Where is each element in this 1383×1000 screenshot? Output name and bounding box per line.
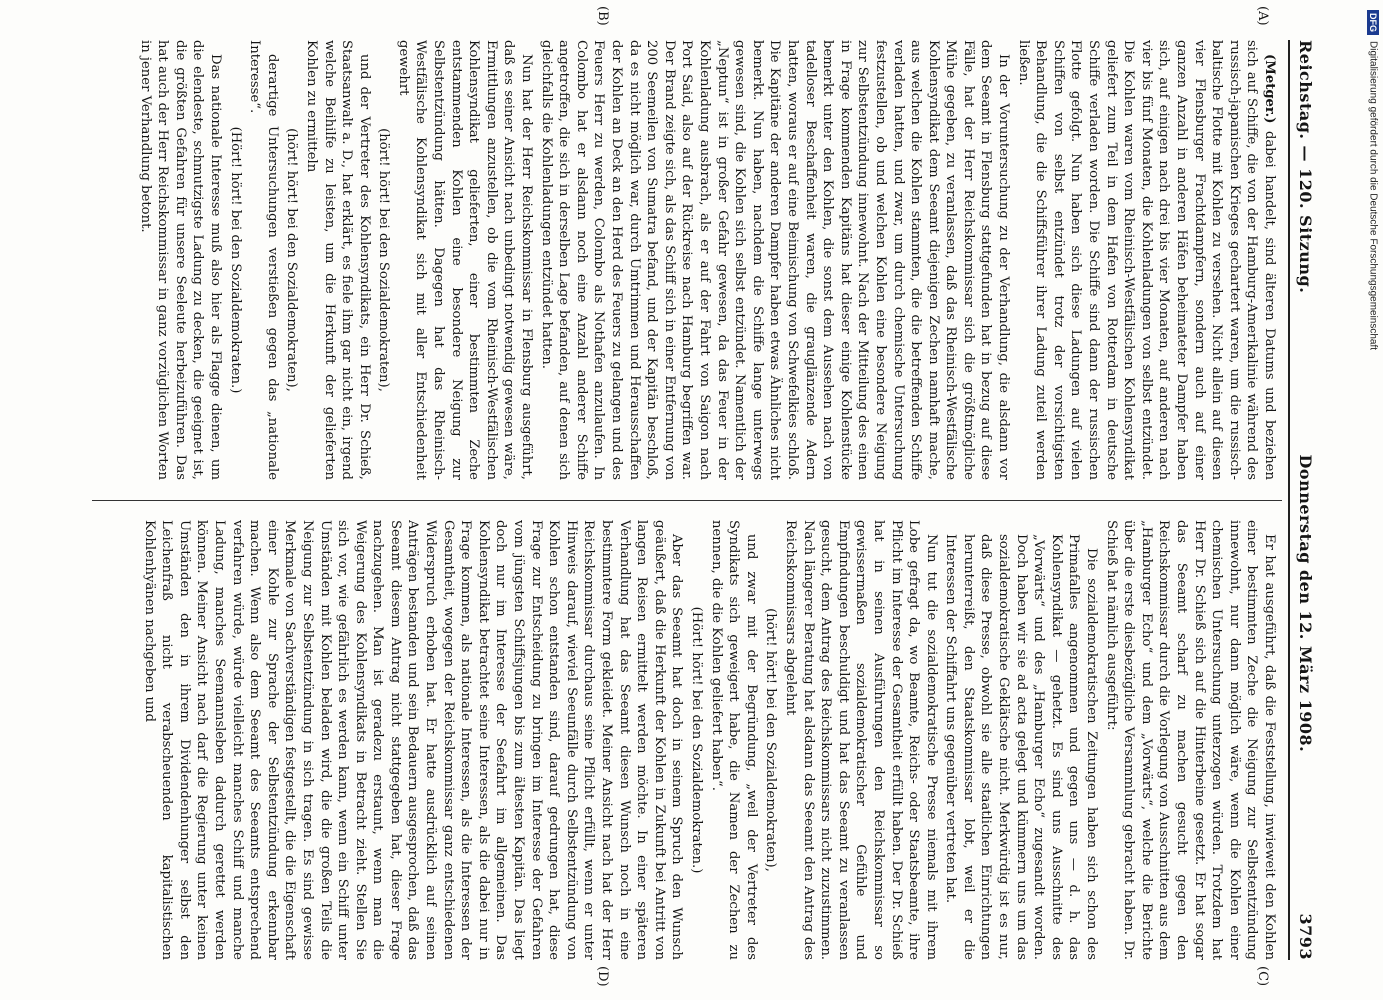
interjection: (Hört! hört! bei den Sozialdemokraten.) [227,126,243,394]
margin-marker-a: (A) [1255,6,1270,26]
page-header [1296,40,1330,960]
interjection: (hört! hört! bei den Sozialdemokraten), [763,608,779,872]
paragraph: In der Voruntersuchung zu der Verhandlung, die alsdann vor dem Seeamt in Flensburg stattgefunden hat in bezug auf diese Fälle, hat der Herr Reichskommissar sich die größtmögliche Mühe gegeben, zu veranlassen, daß das Rheinisch-Westfälische Kohlensyndikat dem Seeamt diejenigen Zechen namhaft mache, aus welchen die Kohlen stammten, die die betreffenden Schiffe verladen hatten, und zwar, um durch chemische Untersuchung festzustellen, ob und welchen Kohlen eine besondere Neigung zur Selbstentzündung innewohnt. Nach der Mitteilung des einen in Frage kommenden Kapitäns hat dieser einige Kohlenstücke bemerkt unter den Kohlen, die sonst dem Aussehen nach von tadelloser Beschaffenheit waren, die grauglänzende Adern hatten, woraus er auf eine Beimischung von Schwefelkies schloß. Die Kapitäne der anderen Dampfer haben etwas Ähnliches nicht bemerkt. Nun haben, nachdem die Schiffe lange unterwegs gewesen sind, die Kohlen sich selbst entzündet. Namentlich der „Neptun“ ist in großer Gefahr gewesen, da das Feuer in der Kohlenladung ausbrach, als er auf der Fahrt von Saigon nach Port Said, also auf der Rückreise nach Hamburg begriffen war. Der Brand zeigte sich, als das Schiff sich in einer Entfernung von 200 Seemeilen von Sumatra befand, und der Kapitän beschloß, da es nicht möglich war, durch Umtrimmen und Herausschaffen der Kohlen an Deck an den Herd des Feuers zu gelangen und des Feuers Herr zu werden, Colombo als Nothafen anzulaufen. In Colombo hat er alsdann noch eine Anzahl anderer Schiffe angetroffen, die sich in derselben Lage befanden, auf denen sich gleichfalls die Kohlenladungen entzündet hatten. [538,40,1012,480]
paragraph: Das nationale Interesse muß also hier als Flagge dienen, um die elendeste, schmutzigste Ladung zu decken, die geeignet ist, die größten Gefahren für unsere Seeleute herbeizuführen. Das hat auch der Herr Reichskommissar in ganz vorzüglichen Worten in jener Verhandlung betont. [137,40,223,480]
margin-marker-d: (D) [595,966,610,987]
paragraph: und der Vertreter des Kohlensyndikats, ein Herr Dr. Schieß, Staatsanwalt a. D., hat erklärt, es fiele ihm gar nicht ein, irgend welche Beihilfe zu leisten, um die Herkunft der gelieferten Kohlen zu ermitteln [303,40,372,480]
interjection: (Hört! hört! bei den Sozialdemokraten.) [689,606,704,874]
paragraph: und zwar mit der Begründung, „weil der Vertreter des Syndikats sich geweigert habe, die Namen der Zechen zu nennen, die die Kohlen geliefert haben“. [708,520,759,960]
paragraph: Nun hat der Herr Reichskommissar in Flensburg ausgeführt, daß es seiner Ansicht nach unbedingt notwendig gewesen wäre, Ermittlungen anzustellen, ob die vom Rheinisch-Westfälischen Kohlensyndikat gelieferten, einer bestimmten Zeche entstammenden Kohlen eine besondere Neigung zur Selbstentzündung hätten. Dagegen hat das Rheinisch-Westfälische Kohlensyndikat sich mit aller Entschiedenheit gewehrt [395,40,535,480]
margin-marker-c: (C) [1255,966,1270,987]
header-center: Donnerstag den 12. März 1908. [1296,454,1315,753]
speaker-name: (Metger.) [1262,54,1277,124]
paragraph: (Metger.) dabei handelt, sind älteren Datums und beziehen sich auf Schiffe, die von der Hamburg-Amerikalinie während des russisch-japanischen Krieges gechartert waren, um die russisch-baltische Flotte mit Kohlen zu versehen. Nicht allein auf diesen vier Flensburger Frachtdampfern, sondern auch auf einer ganzen Anzahl in anderen Häfen beheimateter Dampfer haben sich, auf einigen nach drei bis vier Monaten, auf anderen nach vier bis fünf Monaten, die Kohlenladungen von selbst entzündet. Die Kohlen waren vom Rheinisch-Westfälischen Kohlensyndikat geliefert zum Teil in dem Hafen von Rotterdam in deutsche Schiffe verladen worden. Die Schiffe sind dann der russischen Flotte gefolgt. Nun haben sich diese Ladungen auf vielen Schiffen von selbst entzündet trotz der vorsichtigsten Behandlung, die die Schiffsführer ihrer Ladung zuteil werden ließen. [1015,40,1277,480]
interjection: (hört! hört! bei den Sozialdemokraten), [284,128,300,392]
header-rule [1288,40,1290,960]
page-number: 3793 [1296,913,1315,960]
margin-marker-b: (B) [595,6,610,26]
dfg-logo: DFG [1367,10,1379,35]
interjection: (hört! hört! bei den Sozialdemokraten), [376,128,392,392]
header-left: Reichstag. — 120. Sitzung. [1296,40,1315,294]
paragraph: Er hat ausgeführt, daß die Feststellung, inwieweit den Kohlen einer bestimmten Zeche die Neigung zur Selbstentzündung innewohnt, nur dann möglich wäre, wenn die Kohlen einer chemischen Untersuchung unterzogen würden. Trotzdem hat Herr Dr. Schieß sich auf die Hinterbeine gesetzt. Er hat sogar das Seeamt scharf zu machen gesucht gegen den Reichskommissar durch die Vorlegung von Ausschnitten aus dem „Hamburger Echo“ und dem „Vorwärts“, welche die Berichte über die erste diesbezügliche Versammlung gebracht haben. Dr. Schieß hat nämlich ausgeführt: [1103,520,1277,960]
left-column [88,40,1278,480]
paragraph: derartige Untersuchungen verstießen gegen das „nationale Interesse“. [247,40,280,480]
quoted-paragraph: Die sozialdemokratischen Zeitungen haben sich schon des Primafalles angenommen und gegen uns — d. h. das Kohlensyndikat — gehetzt. Es sind uns Ausschnitte des „Vorwärts“ und des „Hamburger Echo“ zugesandt worden. Doch haben wir sie ad acta gelegt und kümmern uns um das sozialdemokratische Geklätsche nicht. Merkwürdig ist es nur, daß diese Presse, obwohl sie alle staatlichen Einrichtungen herunterreißt, den Staatskommissar lobt, weil er die Interessen der Schiffahrt uns gegenüber vertreten hat. [943,534,1100,960]
paragraph: Aber das Seeamt hat doch in seinem Spruch den Wunsch geäußert, daß die Herkunft der Kohlen in Zukunft bei Antritt von langen Reisen ermittelt werden möchte. In einer späteren Verhandlung hat das Seeamt diesen Wunsch noch in eine bestimmtere Form gekleidet. Meiner Ansicht nach hat der Herr Reichskommissar durchaus seine Pflicht erfüllt, wenn er unter Hinweis darauf, wieviel Seeunfälle durch Selbstentzündung von Kohlen schon entstanden sind, darauf gedrungen hat, diese Frage zur Entscheidung zu bringen im Interesse der Gefahren vom jüngsten Schiffsjungen bis zum ältesten Kapitän. Das liegt doch nur im Interesse der Seefahrt im allgemeinen. Das Kohlensyndikat betrachtet seine Interessen, als die dabei nur in Frage kommen, als nationale Interessen, als die Interessen der Gesamtheit, wogegen der Reichskommissar ganz entschiedenen Widerspruch erhoben hat. Er hatte ausdrücklich auf seinen Anträgen bestanden und sein Bedauern ausgesprochen, daß das Seeamt diesem Antrag nicht stattgegeben hat, dieser Frage nachzugehen. Man ist geradezu erstaunt, wenn man die Weigerung des Kohlensyndikats in Betracht zieht. Stellen Sie sich vor, wie gefährlich es werden kann, wenn ein Schiff unter Umständen mit Kohlen beladen wird, die die großen Teils die Neigung zur Selbstentzündung in sich tragen. Es sind gewisse Merkmale von Sachverständigen festgestellt, die die Eigenschaft einer Kohle zur Sprache der Selbstentzündung erkennbar machen. Wenn also dem Seeamt des Seeamts entsprechend verfahren würde, würde vielleicht manches Schiff und manche Ladung, manches Seemannsleben dadurch gerettet werden können. Meiner Ansicht nach darf die Regierung unter keinen Umständen den in ihrem Dividendenhunger selbst den Leichenfraß nicht verabscheuenden kapitalistischen Kohlenhyänen nachgeben und [141,520,685,960]
credit-text: Digitalisierung gefördert durch die Deutsche Forschungsgemeinschaft [1367,41,1379,351]
right-column [88,520,1278,960]
rotated-page-content [80,6,1330,987]
digitization-credit [1367,10,1379,350]
paragraph: Nun tut die sozialdemokratische Presse niemals mit ihrem Lobe gefragt da, wo Beamte, Reichs- oder Staatsbeamte, ihre Pflicht im Interesse der Gesamtheit erfüllt haben. Der Dr. Schieß hat in seinen Ausführungen den Reichskommissar so gewissermaßen sozialdemokratischer Gefühle und Empfindungen beschuldigt und hat das Seeamt zu veranlassen gesucht, dem Antrag des Reichskommissars nicht zuzustimmen. Nach längerer Beratung hat alsdann das Seeamt den Antrag des Reichskommissars abgelehnt [782,520,939,960]
column-divider [92,500,1282,501]
